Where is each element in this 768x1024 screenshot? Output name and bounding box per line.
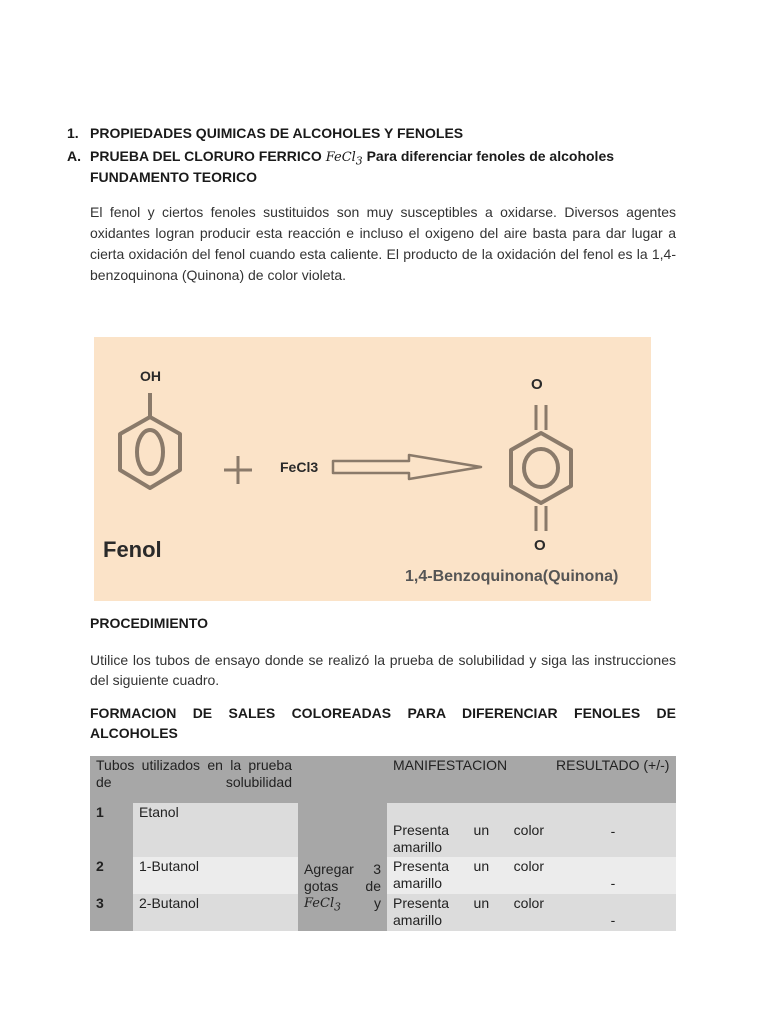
row-3-manifestacion-text: Presenta un color amarillo — [393, 895, 544, 928]
row-1-resultado: - — [550, 803, 676, 857]
phenol-ring-inner — [137, 430, 163, 474]
row-3-manifestacion — [387, 894, 550, 931]
heading-letter: A. — [67, 148, 81, 164]
row-1-name: Etanol — [133, 803, 298, 857]
row-3-name: 2-Butanol — [133, 894, 298, 931]
reagent-label: FeCl3 — [280, 459, 319, 475]
table-heading: FORMACION DE SALES COLOREADAS PARA DIFERENCIAR FENOLES DE ALCOHOLES — [90, 705, 676, 741]
formula-base: FeCl — [325, 150, 356, 165]
row-2-name: 1-Butanol — [133, 857, 298, 894]
row-3-number: 3 — [90, 894, 133, 931]
reaction-figure — [94, 337, 651, 601]
heading-number: 1. — [67, 125, 79, 141]
row-2-resultado: - — [550, 857, 676, 894]
row-1-number: 1 — [90, 803, 133, 857]
row-1-manifestacion — [387, 803, 550, 857]
heading-prueba — [67, 148, 687, 168]
reaction-diagram — [94, 337, 651, 601]
heading-fundamento: FUNDAMENTO TEORICO — [90, 169, 257, 185]
reagent-tail: y — [374, 895, 381, 911]
header-resultado: RESULTADO (+/-) — [550, 756, 676, 803]
fenol-label: Fenol — [103, 537, 162, 562]
reagent-formula — [304, 895, 341, 916]
reagent-text: Agregar 3 gotas de — [304, 861, 381, 894]
row-3-resultado: - — [550, 894, 676, 931]
oxygen-bottom-label: O — [534, 537, 546, 554]
reaction-arrow — [333, 455, 481, 479]
results-table — [90, 756, 676, 931]
heading-prueba-text: PRUEBA DEL CLORURO FERRICO — [90, 148, 322, 164]
reagent-formula-sub: 3 — [334, 900, 341, 914]
reagent-formula-line — [304, 895, 381, 916]
header-tubos: Tubos utilizados en la prueba de solubilidad — [90, 756, 298, 803]
phenol-ring — [120, 417, 180, 488]
header-manifestacion: MANIFESTACION — [387, 756, 550, 803]
quinone-ring-inner — [524, 449, 558, 487]
reagent-column — [298, 756, 387, 931]
formula-sub: 3 — [355, 154, 363, 168]
reagent-formula-base: FeCl — [304, 896, 335, 911]
heading-text: PROPIEDADES QUIMICAS DE ALCOHOLES Y FENOLES — [90, 125, 464, 141]
paragraph-procedimiento: Utilice los tubos de ensayo donde se realizó la prueba de solubilidad y siga las instrucciones del siguiente cuadro. — [90, 652, 676, 688]
row-2-number: 2 — [90, 857, 133, 894]
heading-prueba-tail: Para diferenciar fenoles de alcoholes — [366, 148, 615, 164]
formula-fecl3 — [325, 150, 363, 168]
heading-propiedades — [67, 125, 687, 141]
paragraph-fundamento: El fenol y ciertos fenoles sustituidos son muy susceptibles a oxidarse. Diversos agentes oxidantes logran producir esta reacción e incluso el oxigeno del aire basta para dar lugar a cierta oxidación del fenol cuando esta caliente. El producto de la oxidación del fenol es la 1,4-benzoquinona (Quinona) de color violeta. — [90, 204, 676, 283]
heading-procedimiento: PROCEDIMIENTO — [90, 615, 208, 631]
row-2-manifestacion-text: Presenta un color amarillo — [393, 858, 544, 891]
quinone-ring — [511, 433, 571, 503]
row-1-manifestacion-text: Presenta un color amarillo — [393, 822, 544, 855]
oh-label: OH — [140, 368, 161, 384]
oxygen-top-label: O — [531, 376, 543, 393]
row-2-manifestacion — [387, 857, 550, 894]
product-label: 1,4-Benzoquinona(Quinona) — [405, 568, 619, 585]
